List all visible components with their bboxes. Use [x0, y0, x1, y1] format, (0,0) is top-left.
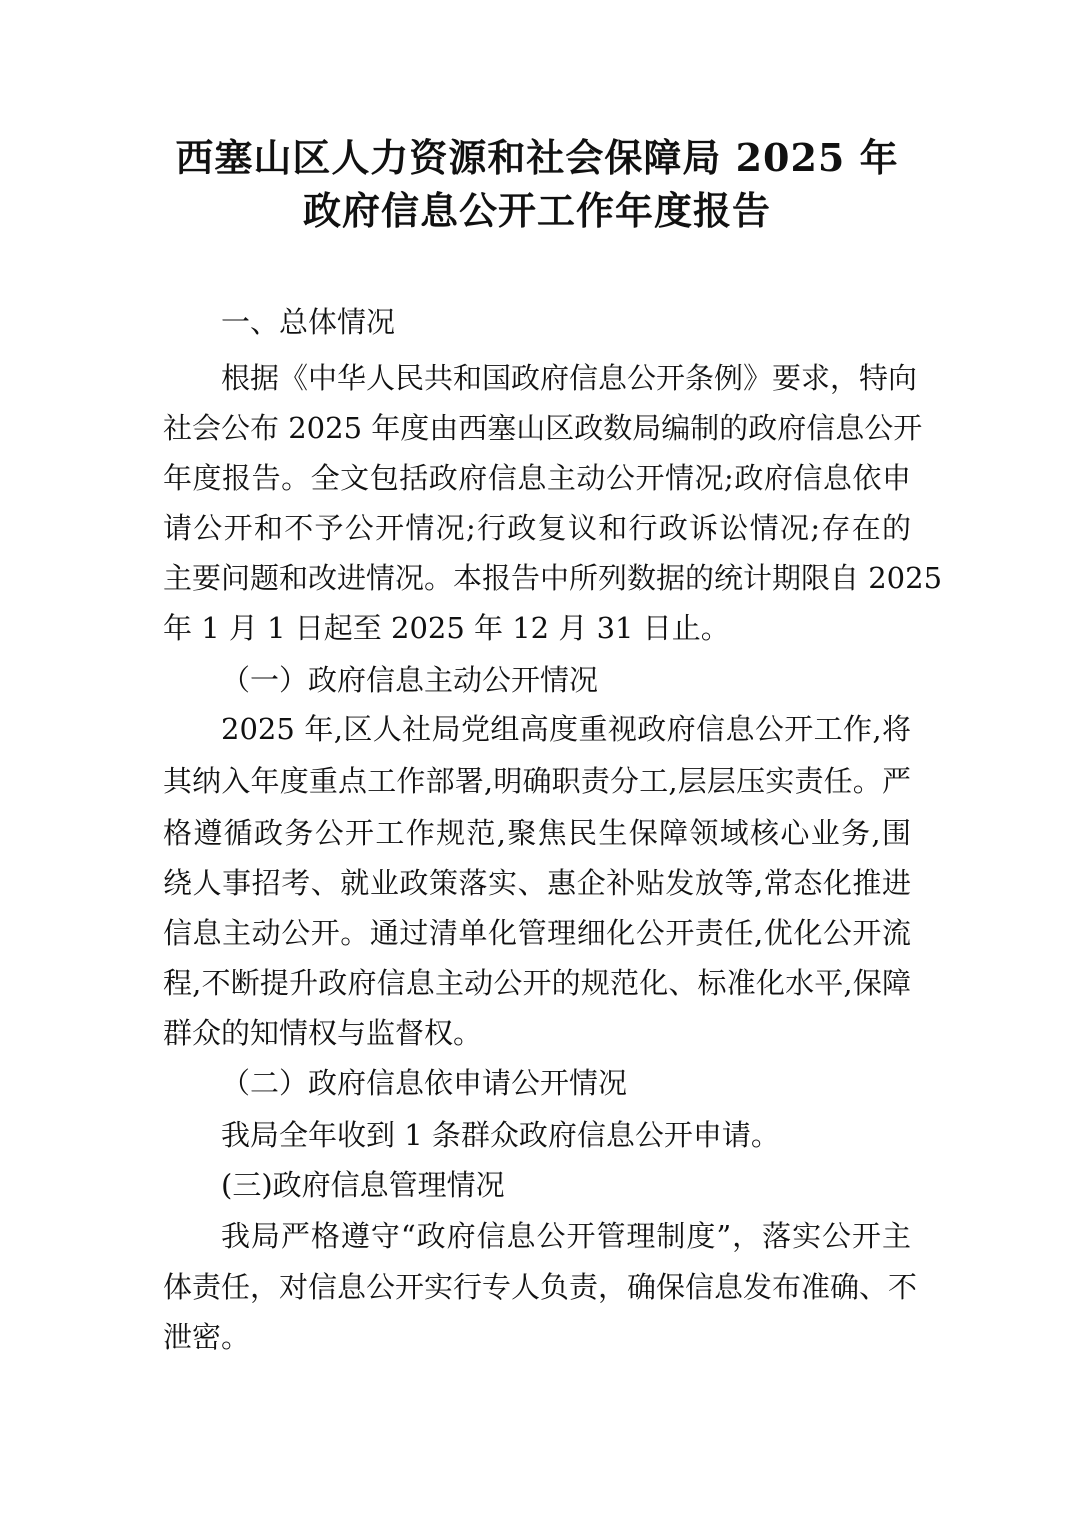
section-heading-overview: 一、总体情况	[221, 305, 396, 339]
on-request-disclosure-paragraph-line: 我局全年收到 1 条群众政府信息公开申请。	[221, 1118, 780, 1152]
proactive-disclosure-paragraph-line: 信息主动公开。通过清单化管理细化公开责任,优化公开流	[163, 916, 911, 950]
proactive-disclosure-paragraph-line: 程,不断提升政府信息主动公开的规范化、标准化水平,保障	[163, 966, 911, 1000]
proactive-disclosure-paragraph-line: 群众的知情权与监督权。	[163, 1016, 483, 1050]
intro-paragraph-line: 年度报告。全文包括政府信息主动公开情况;政府信息依申	[163, 461, 911, 495]
document-title-line-1: 西塞山区人力资源和社会保障局 2025 年	[175, 135, 899, 180]
intro-paragraph-line: 请公开和不予公开情况;行政复议和行政诉讼情况;存在的	[163, 511, 911, 545]
proactive-disclosure-paragraph-line: 绕人事招考、就业政策落实、惠企补贴发放等,常态化推进	[163, 866, 911, 900]
proactive-disclosure-paragraph-line: 格遵循政务公开工作规范,聚焦民生保障领域核心业务,围	[163, 816, 911, 850]
information-management-paragraph-line: 体责任，对信息公开实行专人负责，确保信息发布准确、不	[163, 1270, 918, 1304]
proactive-disclosure-paragraph-line: 2025 年,区人社局党组高度重视政府信息公开工作,将	[221, 712, 911, 746]
information-management-paragraph-line: 泄密。	[163, 1320, 251, 1354]
information-management-paragraph-line: 我局严格遵守“政府信息公开管理制度”，落实公开主	[221, 1219, 911, 1253]
proactive-disclosure-paragraph-line: 其纳入年度重点工作部署,明确职责分工,层层压实责任。严	[163, 764, 911, 798]
document-title-line-2: 政府信息公开工作年度报告	[302, 188, 771, 233]
intro-paragraph-line: 社会公布 2025 年度由西塞山区政数局编制的政府信息公开	[163, 411, 923, 445]
subsection-heading-proactive-disclosure: （一）政府信息主动公开情况	[221, 663, 599, 697]
subsection-heading-information-management: (三)政府信息管理情况	[221, 1168, 505, 1202]
intro-paragraph-line: 根据《中华人民共和国政府信息公开条例》要求，特向	[221, 361, 918, 395]
subsection-heading-on-request-disclosure: （二）政府信息依申请公开情况	[221, 1066, 628, 1100]
intro-paragraph-line: 年 1 月 1 日起至 2025 年 12 月 31 日止。	[163, 611, 730, 645]
intro-paragraph-line: 主要问题和改进情况。本报告中所列数据的统计期限自 2025	[163, 561, 943, 595]
